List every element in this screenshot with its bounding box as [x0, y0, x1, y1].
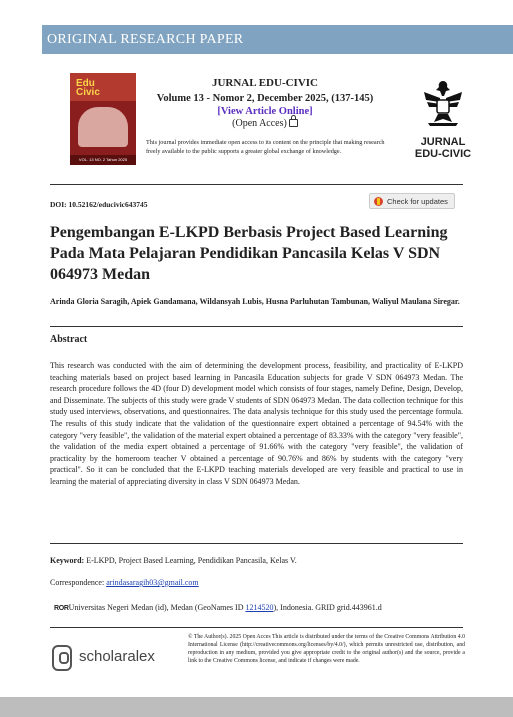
license-text: © The Author(s). 2025 Open Acces This article is distributed under the terms of the Creative Commons Attribution 4.0 International License (http://creativecommons.org/licenses/by/4.0/), which permits unrestricted use, distribution, and reproduction in any medium, provided you give appropriate credit to the original author(s) and the source, provide a link to the Creative Commons license, and indicate if changes were made.	[188, 634, 465, 664]
logo-text-line1: JURNAL	[420, 136, 466, 148]
journal-description: This journal provides immediate open access to its content on the principle that making research freely available to the public supports a greater global exchange of knowledge.	[146, 139, 385, 155]
header-divider	[50, 184, 463, 185]
check-for-updates-button[interactable]: Check for updates	[369, 193, 455, 209]
cover-illustration	[78, 107, 128, 147]
journal-name: JURNAL EDU-CIVIC	[211, 77, 319, 89]
keywords: Keyword: E-LKPD, Project Based Learning, Pendidikan Pancasila, Kelas V.	[50, 556, 297, 565]
scholaralex-icon	[52, 645, 72, 671]
open-lock-icon	[289, 119, 298, 127]
correspondence: Correspondence: arindasaragih03@gmail.com	[50, 578, 199, 587]
geonames-link[interactable]: 1214520	[245, 603, 274, 612]
affiliation: RORUniversitas Negeri Medan (id), Medan (GeoNames ID 1214520), Indonesia. GRID grid.443961.d	[54, 603, 382, 612]
logo-text-line2: EDU-CIVIC	[414, 148, 472, 160]
cover-footer: VOL. 13 NO. 2 Tahun 2025	[70, 155, 136, 165]
journal-logo	[408, 78, 478, 166]
abstract-divider	[50, 543, 463, 544]
article-title: Pengembangan E-LKPD Berbasis Project Based Learning Pada Mata Pelajaran Pendidikan Pancasila Kelas V SDN 064973 Medan	[50, 224, 448, 283]
doi[interactable]: DOI: 10.52162/educivic643745	[50, 200, 148, 209]
abstract-text: This research was conducted with the aim of determining the development process, feasibility, and practicality of E-LKPD teaching materials based on project based learning in Pancasila Education subjects for grade V SDN 064973 Medan. The research procedure follows the 4D (four D) development model which consists of four stages, namely Define, Design, Develop, and Disseminate. The subjects of this study were grade V students of SDN 064973 Medan. The data collection technique for this study used interviews, observations, and questionnaires. The data analysis technique for this study used the percentage formula. The results of this study indicate that the validation of the questionnaire expert obtained a percentage of 94.54% with the category "very feasible", the validation of the material expert obtained a percentage of 83.33% with the category "very feasible", the validation of the media expert obtained a percentage of 91.66% with the category "very feasible", the validation of practicality by the homeroom teacher V obtained a percentage of 90.76% and 86% by students with the category "very practical". So it can be concluded that the E-LKPD teaching materials developed are very feasible and practical to use in learning the material of appreciating diversity in class V SDN 064973 Medan.	[50, 361, 463, 486]
journal-volume: Volume 13 - Nomor 2, December 2025, (137-145)	[156, 93, 374, 104]
cover-title: Edu Civic	[76, 78, 100, 98]
view-article-online-link[interactable]: [View Article Online]	[217, 106, 313, 117]
authors-divider	[50, 326, 463, 327]
publisher-logo	[52, 645, 182, 673]
journal-cover-image	[70, 73, 136, 165]
section-banner: ORIGINAL RESEARCH PAPER	[42, 25, 513, 54]
garuda-emblem-icon	[422, 78, 464, 128]
abstract-heading: Abstract	[50, 334, 88, 345]
footer-divider	[50, 627, 463, 628]
publisher-name: scholaralex	[79, 648, 155, 665]
correspondence-email-link[interactable]: arindasaragih03@gmail.com	[106, 578, 199, 587]
ror-icon: ROR	[54, 605, 69, 612]
author-list: Arinda Gloria Saragih, Apiek Gandamana, Wildansyah Lubis, Husna Parluhutan Tambunan, Waliyul Maulana Siregar.	[50, 297, 460, 306]
page-footer-bar	[0, 697, 513, 717]
open-access-label: (Open Acces)	[150, 118, 380, 129]
check-updates-icon	[374, 197, 383, 206]
